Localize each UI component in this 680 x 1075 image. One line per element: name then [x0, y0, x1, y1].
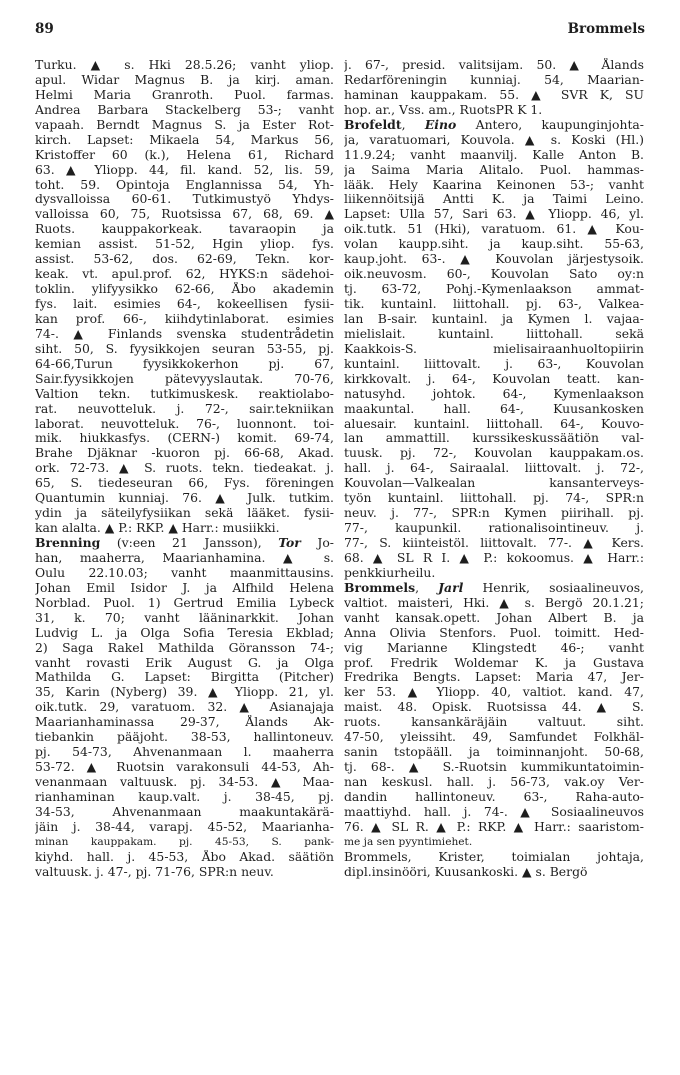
text-line: Johan Emil Isidor J. ja Alfhild Helena: [35, 580, 334, 595]
text-line: Brofeldt, Eino Antero, kaupunginjohta-: [344, 117, 644, 132]
text-line: lääk. Hely Kaarina Keinonen 53-; vanht: [344, 177, 644, 192]
right-column: [344, 58, 644, 880]
text-line: ja Saima Maria Alitalo. Puol. hammas-: [344, 162, 644, 177]
text-line: han, maaherra, Maarianhamina. ▲ s.: [35, 550, 334, 565]
text-line: Maarianhaminassa 29-37, Ålands Ak-: [35, 715, 334, 730]
text-line: prof. Fredrik Woldemar K. ja Gustava: [344, 655, 644, 670]
text-line: Mathilda G. Lapset: Birgitta (Pitcher): [35, 670, 334, 685]
text-line: mik. hiukkasfys. (CERN-) komit. 69-74,: [35, 431, 334, 446]
entry-surname: Brommels: [344, 580, 416, 595]
text-line: oik.neuvosm. 60-, Kouvolan Sato oy:n: [344, 267, 644, 282]
text-line: maakuntal. hall. 64-, Kuusankosken: [344, 401, 644, 416]
text-line: ker 53. ▲ Yliopp. 40, valtiot. kand. 47,: [344, 685, 644, 700]
text-line: Brommels, Jarl Henrik, sosiaalineuvos,: [344, 580, 644, 595]
text-line: Brenning (v:een 21 Jansson), Tor Jo-: [35, 536, 334, 550]
text-line: siht. 50, S. fyysikkojen seuran 53-55, pj.: [35, 341, 334, 356]
text-line: volan kaupp.siht. ja kaup.siht. 55-63,: [344, 237, 644, 252]
text-line: hop. ar., Vss. am., RuotsPR K 1.: [344, 101, 543, 117]
text-line: tj. 68-. ▲ S.-Ruotsin kummikuntatoimin-: [344, 760, 644, 775]
text-line: tik. kuntainl. liittohall. pj. 63-, Valkea-: [344, 297, 644, 311]
text-line: kiyhd. hall. j. 45-53, Åbo Akad. säätiön: [35, 849, 334, 864]
text-line: nan keskusl. hall. j. 56-73, vak.oy Ver-: [344, 775, 644, 789]
entry-given-name: Tor: [278, 536, 301, 550]
text-line: Kaakkois-S. mielisairaanhuoltopiirin: [344, 341, 644, 356]
entry-surname: Brenning: [35, 536, 101, 550]
text-line: 74-. ▲ Finlands svenska studentrådetin: [35, 326, 334, 341]
text-line: keak. vt. apul.prof. 62, HYKS:n sädehoi-: [35, 267, 334, 282]
text-line: 53-72. ▲ Ruotsin varakonsuli 44-53, Ah-: [35, 760, 334, 775]
text-line: maist. 48. Opisk. Ruotsissa 44. ▲ S.: [344, 700, 644, 715]
left-column: [35, 58, 334, 880]
text-line: dandin hallintoneuv. 63-, Raha-auto-: [344, 789, 644, 804]
text-line: valtiot. maisteri, Hki. ▲ s. Bergö 20.1.21;: [344, 595, 644, 610]
text-line: liikennöitsijä Antti K. ja Taimi Leino.: [344, 192, 644, 207]
text-line: toht. 59. Opintoja Englannissa 54, Yh-: [35, 177, 334, 192]
text-line: 2) Saga Rakel Mathilda Göransson 74-;: [35, 640, 334, 655]
text-line: rianhaminan kaup.valt. j. 38-45, pj.: [35, 789, 334, 804]
text-line: työn kuntainl. liittohall. pj. 74-, SPR:n: [344, 491, 644, 506]
text-line: penkkiurheilu.: [344, 564, 436, 580]
text-line: kuntainl. liittovalt. j. 63-, Kouvolan: [344, 356, 644, 371]
text-line: Kouvolan—Valkealan kansanterveys-: [344, 476, 644, 491]
text-line: Valtion tekn. tutkimuskesk. reaktiolabo-: [35, 386, 334, 401]
text-line: ja, varatuomari, Kouvola. ▲ s. Koski (Hl.): [344, 132, 644, 147]
text-line: maattiyhd. hall. j. 74-. ▲ Sosiaalineuvos: [344, 804, 644, 819]
text-line: ork. 72-73. ▲ S. ruots. tekn. tiedeakat. j.: [35, 461, 334, 476]
text-line: kirkkovalt. j. 64-, Kouvolan teatt. kan-: [344, 371, 644, 386]
entry-surname: Brofeldt: [344, 117, 402, 132]
text-line: fys. lait. esimies 64-, kokeellisen fysii-: [35, 297, 334, 311]
text-line: j. 67-, presid. valitsijam. 50. ▲ Ålands: [344, 58, 644, 72]
text-line: haminan kauppakam. 55. ▲ SVR K, SU: [344, 87, 644, 102]
text-line: vanht kansak.opett. Johan Albert B. ja: [344, 610, 644, 625]
text-line: mielislait. kuntainl. liittohall. sekä: [344, 326, 644, 341]
text-line: rat. neuvotteluk. j. 72-, sair.tekniikan: [35, 401, 334, 416]
text-line: Ludvig L. ja Olga Sofia Teresia Ekblad;: [35, 625, 334, 640]
text-line: natusyhd. johtok. 64-, Kymenlaakson: [344, 386, 644, 401]
text-line: kaup.joht. 63-. ▲ Kouvolan järjestysoik.: [344, 252, 644, 267]
text-line: kan alalta. ▲ P.: RKP. ▲ Harr.: musiikki.: [35, 520, 280, 536]
text-line: vanht rovasti Erik August G. ja Olga: [35, 655, 334, 670]
text-line: vig Marianne Klingstedt 46-; vanht: [344, 640, 644, 655]
text-line: neuv. j. 77-, SPR:n Kymen piirihall. pj.: [344, 506, 644, 521]
text-line: kirch. Lapset: Mikaela 54, Markus 56,: [35, 132, 334, 147]
text-line: Fredrika Bengts. Lapset: Maria 47, Jer-: [344, 670, 644, 685]
text-line: Quantumin kunniaj. 76. ▲ Julk. tutkim.: [35, 491, 334, 506]
text-line: lan B-sair. kuntainl. ja Kymen l. vajaa-: [344, 311, 644, 326]
text-line: 35, Karin (Nyberg) 39. ▲ Yliopp. 21, yl.: [35, 685, 334, 700]
text-line: valloissa 60, 75, Ruotsissa 67, 68, 69. ▲: [35, 207, 334, 222]
text-line: Oulu 22.10.03; vanht maanmittausins.: [35, 565, 334, 580]
text-line: Lapset: Ulla 57, Sari 63. ▲ Yliopp. 46, yl.: [344, 207, 644, 222]
text-line: valtuusk. j. 47-, pj. 71-76, SPR:n neuv.: [35, 863, 274, 879]
text-line: Ruots. kauppakorkeak. tavaraopin ja: [35, 222, 334, 237]
text-line: 47-50, yleissiht. 49, Samfundet Folkhäl-: [344, 730, 644, 745]
text-line: Andrea Barbara Stackelberg 53-; vanht: [35, 102, 334, 117]
text-line: hall. j. 64-, Sairaalal. liittovalt. j. 72-,: [344, 461, 644, 476]
text-line: 34-53, Ahvenanmaan maakuntakärä-: [35, 804, 334, 819]
text-line: Redarföreningin kunniaj. 54, Maarian-: [344, 72, 644, 87]
text-line: 64-66,Turun fyysikkokerhon pj. 67,: [35, 356, 334, 371]
text-line: 77-, kaupunkil. rationalisointineuv. j.: [344, 521, 644, 536]
text-line: 11.9.24; vanht maanvilj. Kalle Anton B.: [344, 147, 644, 162]
text-line: kan prof. 66-, kiihdytinlaborat. esimies: [35, 311, 334, 326]
text-line: dipl.insinööri, Kuusankoski. ▲ s. Bergö: [344, 863, 588, 879]
text-line: aluesair. kuntainl. liittohall. 64-, Kouvo-: [344, 416, 644, 431]
text-line: Helmi Maria Granroth. Puol. farmas.: [35, 87, 334, 102]
text-line: Sair.fyysikkojen pätevyyslautak. 70-76,: [35, 371, 334, 386]
text-line: tuusk. pj. 72-, Kouvolan kauppakam.os.: [344, 446, 644, 461]
text-line: minan kauppakam. pj. 45-53, S. pank-: [35, 835, 334, 848]
text-line: 65, S. tiedeseuran 66, Fys. föreningen: [35, 476, 334, 491]
text-line: 77-, S. kiinteistöl. liittovalt. 77-. ▲ Kers.: [344, 536, 644, 550]
text-line: dysvalloissa 60-61. Tutkimustyö Yhdys-: [35, 192, 334, 207]
text-line: tj. 63-72, Pohj.-Kymenlaakson ammat-: [344, 282, 644, 297]
text-line: 68. ▲ SL R I. ▲ P.: kokoomus. ▲ Harr.:: [344, 550, 644, 565]
text-line: assist. 53-62, dos. 62-69, Tekn. kor-: [35, 252, 334, 267]
text-line: lan ammattill. kurssikeskussäätiön val-: [344, 431, 644, 446]
text-line: me ja sen pyyntimiehet.: [344, 835, 473, 848]
text-line: ruots. kansankäräjäin valtuut. siht.: [344, 715, 644, 730]
text-line: 63. ▲ Yliopp. 44, fil. kand. 52, lis. 59,: [35, 162, 334, 177]
entry-given-name: Jarl: [438, 580, 464, 595]
text-line: Turku. ▲ s. Hki 28.5.26; vanht yliop.: [35, 58, 334, 72]
text-line: pj. 54-73, Ahvenanmaan l. maaherra: [35, 745, 334, 760]
text-line: Anna Olivia Stenfors. Puol. toimitt. Hed-: [344, 625, 644, 640]
text-line: ydin ja säteilyfysiikan sekä lääket. fysii-: [35, 506, 334, 521]
text-line: oik.tutk. 51 (Hki), varatuom. 61. ▲ Kou-: [344, 222, 644, 237]
page-number: 89: [35, 21, 54, 37]
text-line: apul. Widar Magnus B. ja kirj. aman.: [35, 72, 334, 87]
text-line: toklin. ylifyysikko 62-66, Åbo akademin: [35, 282, 334, 297]
text-line: kemian assist. 51-52, Hgin yliop. fys.: [35, 237, 334, 252]
text-line: 76. ▲ SL R. ▲ P.: RKP. ▲ Harr.: saaristom-: [344, 819, 644, 834]
text-line: Norblad. Puol. 1) Gertrud Emilia Lybeck: [35, 595, 334, 610]
page-header: [35, 21, 645, 41]
entry-given-name: Eino: [424, 117, 457, 132]
text-line: Brommels, Krister, toimialan johtaja,: [344, 849, 644, 864]
text-line: jäin j. 38-44, varapj. 45-52, Maarianha-: [35, 819, 334, 834]
running-head: Brommels: [567, 21, 645, 37]
text-line: oik.tutk. 29, varatuom. 32. ▲ Asianajaja: [35, 700, 334, 715]
text-line: 31, k. 70; vanht lääninarkkit. Johan: [35, 610, 334, 625]
text-line: venanmaan valtuusk. pj. 34-53. ▲ Maa-: [35, 775, 334, 789]
text-line: vapaah. Berndt Magnus S. ja Ester Rot-: [35, 117, 334, 132]
text-line: tiebankin pääjoht. 38-53, hallintoneuv.: [35, 730, 334, 745]
text-line: laborat. neuvotteluk. 76-, luonnont. toi-: [35, 416, 334, 431]
text-line: Brahe Djäknar -kuoron pj. 66-68, Akad.: [35, 446, 334, 461]
text-line: Kristoffer 60 (k.), Helena 61, Richard: [35, 147, 334, 162]
text-line: sanin tstopääll. ja toiminnanjoht. 50-68,: [344, 745, 644, 760]
